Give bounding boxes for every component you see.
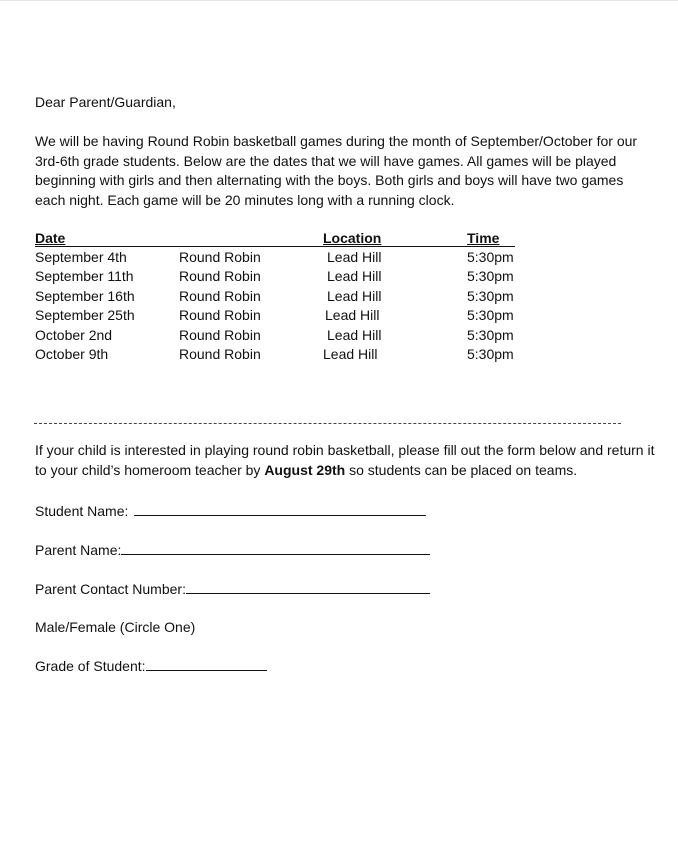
row-date: September 11th	[35, 268, 134, 285]
row-date: October 2nd	[35, 326, 113, 343]
row-time: 5:30pm	[467, 287, 514, 304]
column-header-date: Date	[35, 230, 66, 246]
row-event: Round Robin	[179, 268, 261, 285]
table-row	[35, 326, 535, 345]
row-event: Round Robin	[179, 326, 261, 343]
table-row	[35, 306, 535, 325]
row-event: Round Robin	[179, 346, 261, 362]
cut-line-divider	[34, 423, 621, 424]
row-location: Lead Hill	[327, 249, 382, 265]
page-top-edge	[0, 0, 678, 1]
row-time: 5:30pm	[467, 346, 514, 362]
signup-deadline: August 29th	[264, 461, 346, 478]
table-row	[35, 287, 535, 306]
signup-note-before: If your child is interested in playing round robin basketball, please fill out the form below and return it to your child’s homeroom teacher by	[35, 442, 655, 478]
row-location: Lead Hill	[327, 287, 382, 304]
row-date: September 4th	[35, 249, 127, 265]
grade-label: Grade of Student:	[35, 658, 146, 674]
signup-instructions	[35, 441, 665, 480]
row-time: 5:30pm	[467, 307, 514, 324]
student-name-label: Student Name:	[35, 503, 129, 519]
letter-intro-paragraph: We will be having Round Robin basketball games during the month of September/October for our 3rd-6th grade students. Below are the dates that we will have games. All games will be played beginning with girls and then alternating with the boys. Both girls and boys will have two games each night. Each game will be 20 minutes long with a running clock.	[35, 133, 638, 208]
letter-greeting: Dear Parent/Guardian,	[35, 94, 176, 110]
row-location: Lead Hill	[325, 307, 380, 324]
row-location: Lead Hill	[327, 326, 382, 343]
parent-name-field	[35, 540, 430, 561]
table-row	[35, 345, 535, 364]
parent-contact-blank[interactable]	[186, 579, 430, 594]
row-event: Round Robin	[179, 307, 261, 324]
parent-contact-label: Parent Contact Number:	[35, 581, 186, 597]
student-name-field	[35, 501, 426, 522]
header-underline	[35, 246, 515, 247]
parent-contact-field	[35, 579, 430, 600]
row-date: September 16th	[35, 287, 135, 304]
row-location: Lead Hill	[327, 268, 382, 285]
parent-name-label: Parent Name:	[35, 542, 122, 558]
gender-label: Male/Female (Circle One)	[35, 619, 196, 635]
row-time: 5:30pm	[467, 268, 514, 285]
column-header-time: Time	[467, 230, 500, 246]
row-event: Round Robin	[179, 249, 261, 265]
column-header-location: Location	[323, 230, 382, 246]
row-time: 5:30pm	[467, 326, 514, 343]
parent-name-blank[interactable]	[121, 540, 430, 555]
gender-field	[35, 618, 195, 638]
signup-note-after: so students can be placed on teams.	[345, 461, 578, 478]
row-date: October 9th	[35, 346, 109, 362]
grade-field	[35, 656, 267, 677]
table-row	[35, 267, 535, 286]
game-schedule-table	[35, 229, 535, 369]
grade-blank[interactable]	[146, 656, 267, 671]
row-event: Round Robin	[179, 287, 261, 304]
row-location: Lead Hill	[323, 346, 378, 362]
row-time: 5:30pm	[467, 249, 514, 265]
student-name-blank[interactable]	[134, 501, 426, 516]
table-row	[35, 248, 535, 267]
row-date: September 25th	[35, 307, 135, 324]
